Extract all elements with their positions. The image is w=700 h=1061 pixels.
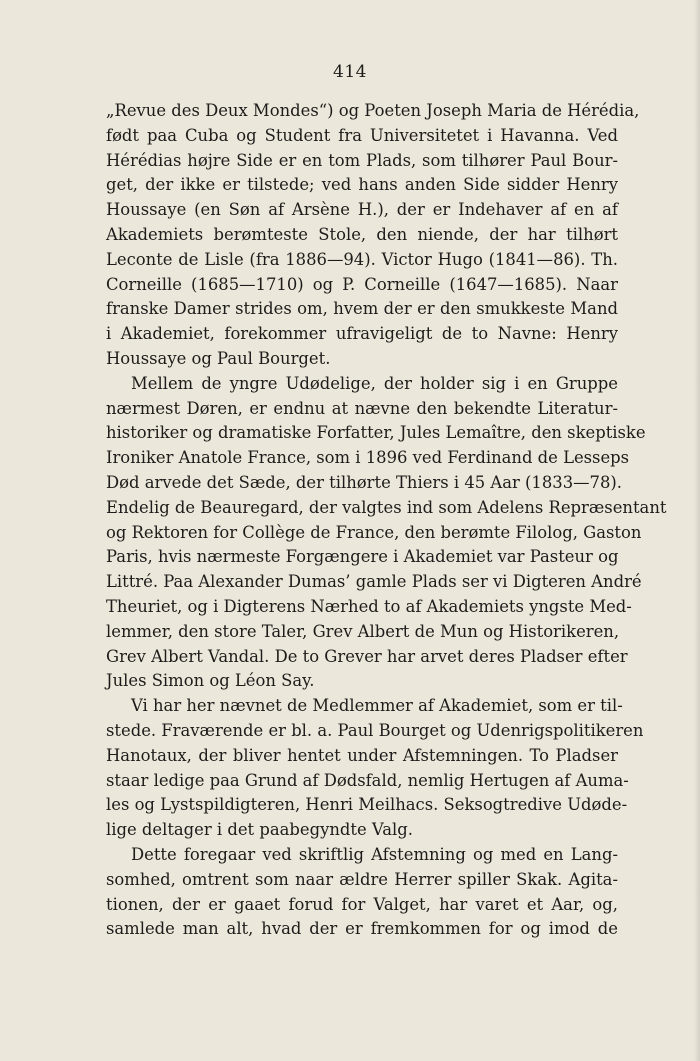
text-line: tionen, der er gaaet forud for Valget, har varet et Aar, og, bbox=[106, 894, 618, 914]
text-line: Akademiets berømteste Stole, den niende, der har tilhørt bbox=[106, 224, 618, 244]
text-line: stede. Fraværende er bl. a. Paul Bourget og Udenrigspolitikeren bbox=[106, 720, 644, 740]
text-line: Ironiker Anatole France, som i 1896 ved Ferdinand de Lesseps bbox=[106, 448, 630, 468]
text-line: somhed, omtrent som naar ældre Herrer spiller Skak. Agita- bbox=[106, 869, 618, 889]
page-edge-shadow bbox=[694, 0, 700, 1061]
text-line: „Revue des Deux Mondes“) og Poeten Joseph Maria de Hérédia, bbox=[106, 101, 640, 120]
text-line: Grev Albert Vandal. De to Grever har arvet deres Pladser efter bbox=[106, 646, 628, 666]
text-line: Leconte de Lisle (fra 1886—94). Victor Hugo (1841—86). Th. bbox=[106, 249, 618, 269]
body-text bbox=[106, 99, 667, 942]
text-line: staar ledige paa Grund af Dødsfald, nemlig Hertugen af Auma- bbox=[106, 770, 629, 790]
paragraph-start-line: Vi har her nævnet de Medlemmer af Akademiet, som er til- bbox=[131, 696, 623, 716]
text-line: i Akademiet, forekommer ufravigeligt de to Navne: Henry bbox=[106, 324, 618, 344]
text-line: Død arvede det Sæde, der tilhørte Thiers i 45 Aar (1833—78). bbox=[106, 472, 623, 492]
paragraph-start-line: Dette foregaar ved skriftlig Afstemning og med en Lang- bbox=[131, 844, 618, 864]
text-line: født paa Cuba og Student fra Universitetet i Havanna. Ved bbox=[106, 125, 618, 145]
text-line: og Rektoren for Collège de France, den berømte Filolog, Gaston bbox=[106, 522, 642, 542]
text-line: nærmest Døren, er endnu at nævne den bekendte Literatur- bbox=[106, 398, 618, 418]
text-line: Hanotaux, der bliver hentet under Afstemningen. To Pladser bbox=[106, 745, 618, 765]
text-line: Hérédias højre Side er en tom Plads, som tilhører Paul Bour- bbox=[106, 150, 618, 170]
page-number: 414 bbox=[333, 62, 367, 82]
text-line: franske Damer strides om, hvem der er den smukkeste Mand bbox=[106, 299, 618, 319]
text-line: Littré. Paa Alexander Dumas’ gamle Plads ser vi Digteren André bbox=[106, 572, 642, 592]
text-line: Houssaye (en Søn af Arsène H.), der er Indehaver af en af bbox=[106, 200, 618, 220]
text-line: Paris, hvis nærmeste Forgængere i Akademiet var Pasteur og bbox=[106, 547, 619, 567]
text-line: historiker og dramatiske Forfatter, Jules Lemaître, den skeptiske bbox=[106, 423, 646, 443]
text-line: lemmer, den store Taler, Grev Albert de Mun og Historikeren, bbox=[106, 621, 620, 641]
text-line: les og Lystspildigteren, Henri Meilhacs. Seksogtredive Udøde- bbox=[106, 795, 628, 815]
text-line: Endelig de Beauregard, der valgtes ind som Adelens Repræsentant bbox=[106, 497, 667, 517]
text-line: get, der ikke er tilstede; ved hans anden Side sidder Henry bbox=[106, 175, 618, 195]
text-line: Houssaye og Paul Bourget. bbox=[106, 348, 331, 368]
paragraph-start-line: Mellem de yngre Udødelige, der holder sig i en Gruppe bbox=[131, 373, 618, 393]
text-line: Jules Simon og Léon Say. bbox=[106, 671, 315, 691]
text-line: samlede man alt, hvad der er fremkommen for og imod de bbox=[106, 919, 618, 939]
text-line: Corneille (1685—1710) og P. Corneille (1647—1685). Naar bbox=[106, 274, 618, 294]
text-line: lige deltager i det paabegyndte Valg. bbox=[106, 820, 413, 840]
text-line: Theuriet, og i Digterens Nærhed to af Akademiets yngste Med- bbox=[106, 596, 632, 616]
